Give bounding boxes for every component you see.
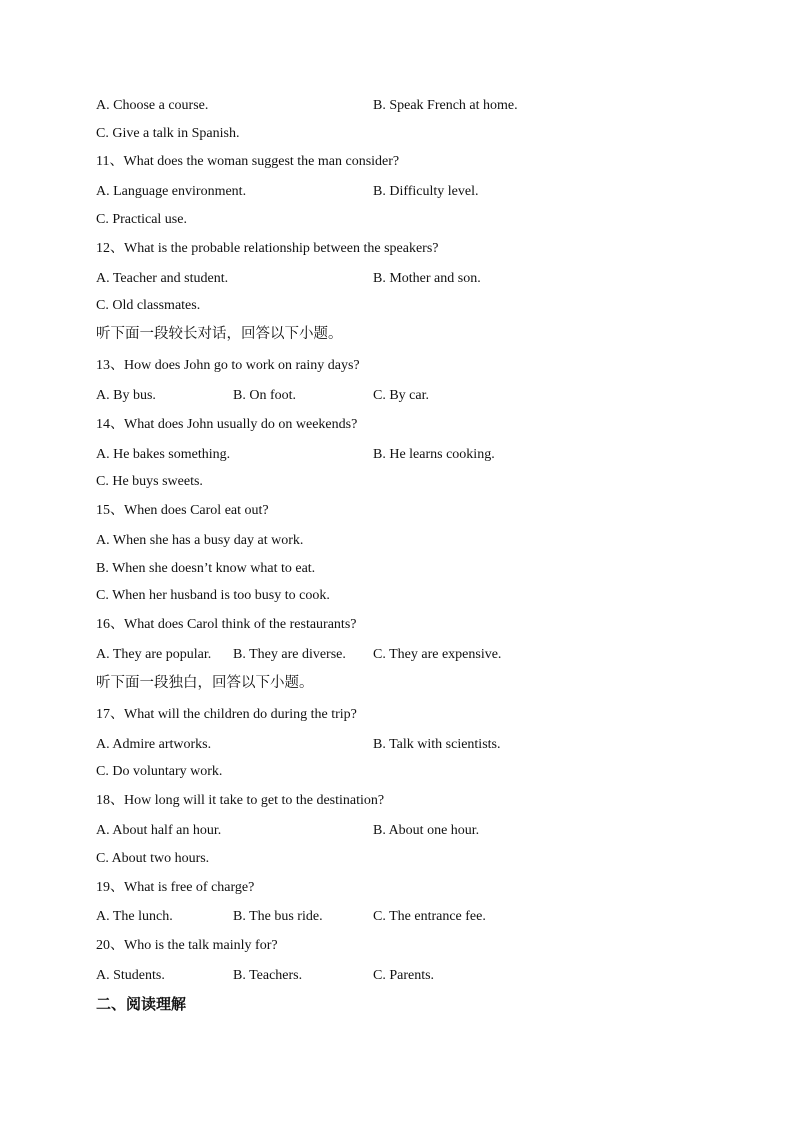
q20-option-a: A. Students. [96,968,165,983]
q19-option-c: C. The entrance fee. [373,909,486,924]
q18-option-a: A. About half an hour. [96,823,222,838]
q14-option-b: B. He learns cooking. [373,447,495,462]
q13-option-b: B. On foot. [233,388,296,403]
q14-option-c: C. He buys sweets. [96,474,203,489]
q19-option-b: B. The bus ride. [233,909,323,924]
q14-question: 14、What does John usually do on weekends? [96,417,358,432]
q12-question: 12、What is the probable relationship between the speakers? [96,241,439,256]
q16-option-a: A. They are popular. [96,647,212,662]
q11-option-c: C. Practical use. [96,212,187,227]
q17-question: 17、What will the children do during the trip? [96,707,357,722]
section-heading-reading: 二、阅读理解 [96,995,187,1013]
q15-question: 15、When does Carol eat out? [96,503,269,518]
q10-option-a: A. Choose a course. [96,98,209,113]
q12-option-c: C. Old classmates. [96,298,201,313]
q11-option-b: B. Difficulty level. [373,184,479,199]
q15-option-c: C. When her husband is too busy to cook. [96,588,330,603]
q11-option-a: A. Language environment. [96,184,247,199]
q17-option-a: A. Admire artworks. [96,737,212,752]
q18-option-c: C. About two hours. [96,851,210,866]
instruction-monologue: 听下面一段独白，回答以下小题。 [96,675,314,691]
q16-option-c: C. They are expensive. [373,647,502,662]
q17-option-c: C. Do voluntary work. [96,764,223,779]
q20-option-c: C. Parents. [373,968,435,983]
q10-option-c: C. Give a talk in Spanish. [96,126,240,141]
q11-question: 11、What does the woman suggest the man consider? [96,154,400,169]
q20-option-b: B. Teachers. [233,968,303,983]
q14-option-a: A. He bakes something. [96,447,231,462]
q19-option-a: A. The lunch. [96,909,173,924]
q13-option-a: A. By bus. [96,388,156,403]
q17-option-b: B. Talk with scientists. [373,737,501,752]
q12-option-a: A. Teacher and student. [96,271,229,286]
q12-option-b: B. Mother and son. [373,271,481,286]
q18-question: 18、How long will it take to get to the destination? [96,793,385,808]
q13-option-c: C. By car. [373,388,429,403]
q10-option-b: B. Speak French at home. [373,98,518,113]
instruction-dialogue: 听下面一段较长对话，回答以下小题。 [96,326,343,342]
q16-option-b: B. They are diverse. [233,647,346,662]
q20-question: 20、Who is the talk mainly for? [96,938,278,953]
q15-option-b: B. When she doesn’t know what to eat. [96,561,316,576]
q16-question: 16、What does Carol think of the restaurants? [96,617,357,632]
q18-option-b: B. About one hour. [373,823,480,838]
q15-option-a: A. When she has a busy day at work. [96,533,304,548]
q13-question: 13、How does John go to work on rainy days? [96,358,360,373]
q19-question: 19、What is free of charge? [96,880,255,895]
